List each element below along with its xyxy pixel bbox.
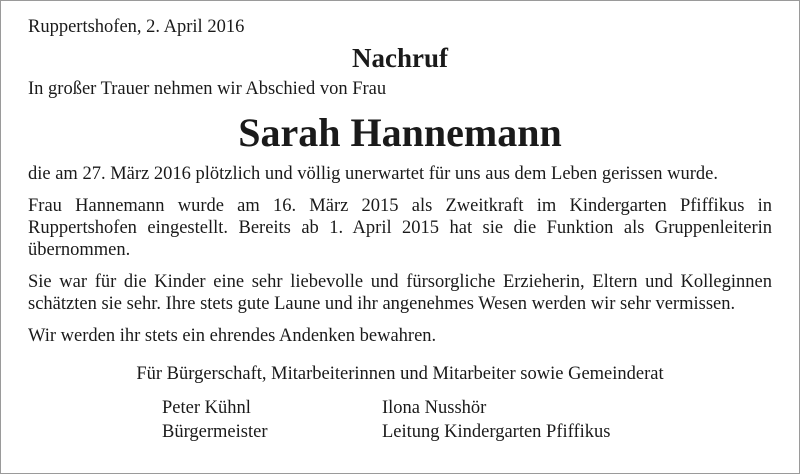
signer-name: Ilona Nusshör: [382, 398, 487, 418]
paragraph-remembrance: Wir werden ihr stets ein ehrendes Andenken bewahren.: [28, 326, 437, 346]
place-date: Ruppertshofen, 2. April 2016: [28, 17, 245, 37]
signer-role: Leitung Kindergarten Pfiffikus: [382, 422, 611, 442]
signer-role: Bürgermeister: [162, 422, 268, 442]
signer-kindergarten-lead: [382, 396, 610, 444]
paragraph-tribute: Sie war für die Kinder eine sehr liebevolle und fürsorgliche Erzieherin, Eltern und Kolleginnen schätzten sie sehr. Ihre stets gute Laune und ihr angenehmes Wesen werden wir sehr vermissen.: [28, 272, 772, 314]
signer-mayor: [162, 396, 382, 444]
signers: [28, 396, 772, 444]
paragraph-death: die am 27. März 2016 plötzlich und völlig unerwartet für uns aus dem Leben gerissen wurde.: [28, 164, 718, 184]
signoff-line: Für Bürgerschaft, Mitarbeiterinnen und Mitarbeiter sowie Gemeinderat: [136, 364, 664, 384]
notice-heading: Nachruf: [352, 43, 448, 73]
intro-line: In großer Trauer nehmen wir Abschied von Frau: [28, 79, 387, 99]
deceased-name: Sarah Hannemann: [238, 110, 562, 155]
paragraph-employment: Frau Hannemann wurde am 16. März 2015 als Zweitkraft im Kindergarten Pfiffikus in Ruppertshofen eingestellt. Bereits ab 1. April 2015 hat sie die Funktion als Gruppenleiterin übernommen.: [28, 196, 772, 260]
signer-name: Peter Kühnl: [162, 398, 251, 418]
